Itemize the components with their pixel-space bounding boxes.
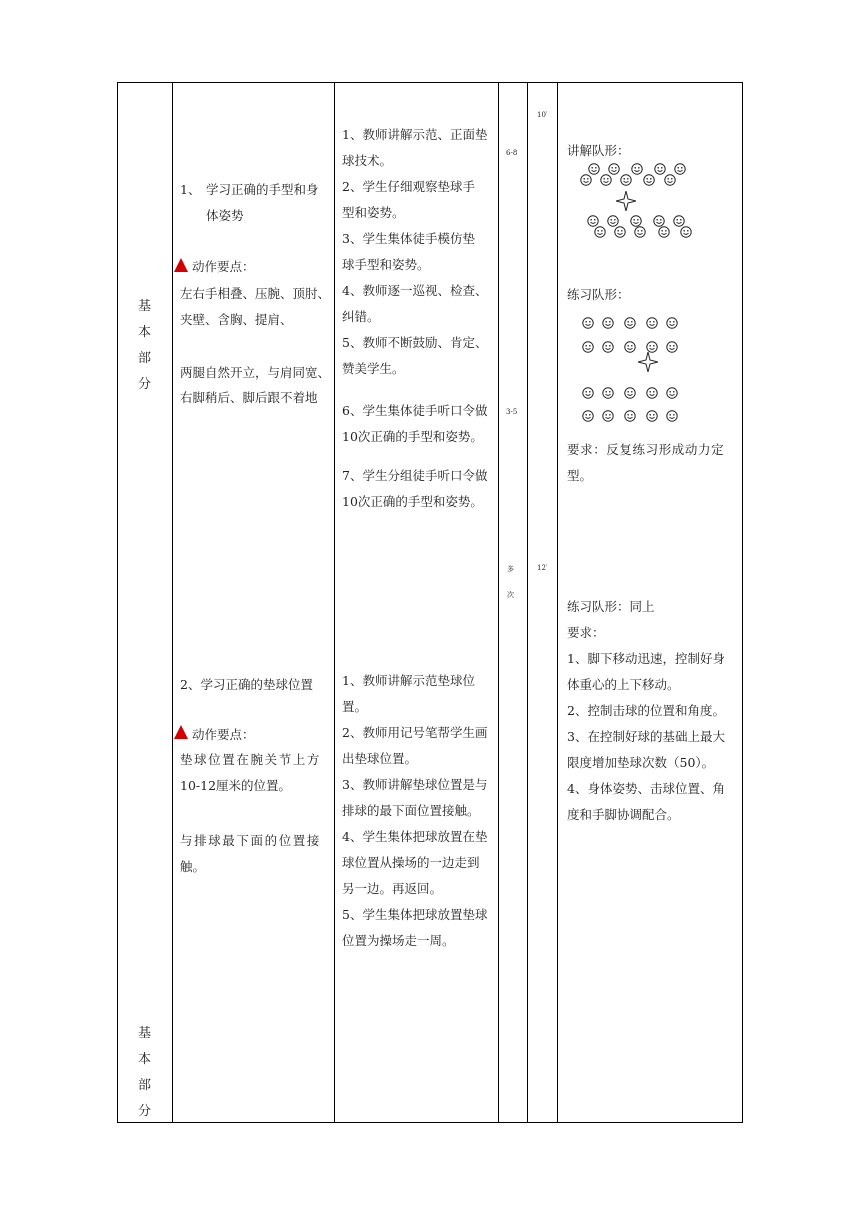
smiley-face-icon (666, 338, 678, 350)
time-value: 10′ (537, 111, 548, 119)
reps-value: 多 (507, 565, 514, 573)
smiley-face-icon (666, 407, 678, 419)
smiley-face-icon (620, 171, 632, 183)
table-border-right (742, 82, 743, 1123)
column-divider-5 (557, 82, 558, 1123)
method-line: 2、学生仔细观察垫球手 (342, 179, 475, 194)
item1-key-line: 左右手相叠、压腕、顶肘、 (180, 286, 331, 301)
requirement-line: 度和手脚协调配合。 (567, 807, 680, 822)
item1-legs-line: 两腿自然开立，与肩同宽、 (180, 365, 331, 380)
item1-key-line: 夹壁、含胸、提肩、 (180, 312, 293, 327)
method-line: 出垫球位置。 (342, 751, 418, 766)
smiley-face-icon (624, 384, 636, 396)
practice-formation-label: 练习队形： (567, 287, 630, 302)
table-border-left (117, 82, 118, 1123)
smiley-face-icon (582, 407, 594, 419)
method-line: 6、学生集体徒手听口令做 (342, 403, 488, 418)
method-line: 球技术。 (342, 153, 393, 168)
smiley-face-icon (594, 223, 606, 235)
requirement-line: 体重心的上下移动。 (567, 677, 680, 692)
smiley-face-icon (624, 338, 636, 350)
smiley-face-icon (582, 338, 594, 350)
method-line: 1、教师讲解示范垫球位 (342, 673, 475, 688)
practice-formation-diagram (560, 300, 740, 430)
explain-formation-diagram (560, 150, 740, 250)
method-line: 10次正确的手型和姿势。 (342, 429, 483, 444)
reps-value: 次 (507, 591, 514, 599)
method-line: 位置为操场走一周。 (342, 933, 455, 948)
smiley-face-icon (646, 384, 658, 396)
requirement-line: 限度增加垫球次数（50）。 (567, 755, 715, 770)
method-line: 球位置从操场的一边走到 (342, 855, 480, 870)
method-line: 型和姿势。 (342, 205, 405, 220)
time-value: 12′ (537, 564, 548, 572)
reps-value: 6-8 (506, 149, 518, 157)
smiley-face-icon (664, 171, 676, 183)
four-point-star-icon (638, 352, 656, 370)
smiley-face-icon (658, 223, 670, 235)
smiley-face-icon (624, 314, 636, 326)
smiley-face-icon (624, 407, 636, 419)
smiley-face-icon (614, 223, 626, 235)
requirement-line: 3、在控制好球的基础上最大 (567, 729, 725, 744)
section-label-char: 基 (138, 299, 152, 314)
column-divider-2 (334, 82, 335, 1123)
requirement-line: 2、控制击球的位置和角度。 (567, 703, 725, 718)
column-divider-1 (172, 82, 173, 1123)
section-label-char: 分 (138, 1104, 152, 1119)
item2-key-line: 10-12厘米的位置。 (180, 778, 292, 793)
method-line: 3、学生集体徒手模仿垫 (342, 231, 475, 246)
section-label-char: 部 (138, 351, 152, 366)
item2-title: 2、学习正确的垫球位置 (180, 677, 313, 692)
item1-title-number: 1、 (180, 182, 201, 197)
smiley-face-icon (643, 171, 655, 183)
smiley-face-icon (582, 384, 594, 396)
smiley-face-icon (600, 171, 612, 183)
item2-key-line: 垫球位置在腕关节上方 (180, 752, 322, 767)
section-label-char: 分 (138, 377, 152, 392)
item1-key-label: 动作要点： (192, 259, 255, 274)
smiley-face-icon (602, 384, 614, 396)
reps-value: 3-5 (506, 408, 518, 416)
smiley-face-icon (680, 223, 692, 235)
method-line: 3、教师讲解垫球位置是与 (342, 777, 488, 792)
method-line: 另一边。再返回。 (342, 881, 443, 896)
smiley-face-icon (602, 314, 614, 326)
smiley-face-icon (631, 160, 643, 172)
method-line: 置。 (342, 699, 368, 714)
item1-title-line1: 学习正确的手型和身 (206, 182, 319, 197)
smiley-face-icon (580, 171, 592, 183)
red-triangle-icon (174, 258, 188, 272)
smiley-face-icon (634, 223, 646, 235)
method-line: 7、学生分组徒手听口令做 (342, 468, 488, 483)
smiley-face-icon (602, 407, 614, 419)
requirement-line: 要求：反复练习形成动力定 (567, 442, 725, 457)
requirement-line: 4、身体姿势、击球位置、角 (567, 781, 725, 796)
item1-legs-line: 右脚稍后、脚后跟不着地 (180, 390, 318, 405)
smiley-face-icon (646, 338, 658, 350)
method-line: 5、教师不断鼓励、肯定、 (342, 335, 488, 350)
method-line: 球手型和姿势。 (342, 257, 430, 272)
requirement-line: 型。 (567, 468, 593, 483)
item2-key-label: 动作要点： (192, 727, 255, 742)
method-line: 2、教师用记号笔帮学生画 (342, 725, 488, 740)
method-line: 纠错。 (342, 309, 380, 324)
method-line: 4、教师逐一巡视、检查、 (342, 283, 488, 298)
method-line: 1、教师讲解示范、正面垫 (342, 127, 488, 142)
method-line: 排球的最下面位置接触。 (342, 803, 480, 818)
requirement2-title: 要求： (567, 625, 605, 640)
method-line: 4、学生集体把球放置在垫 (342, 829, 488, 844)
section-label-char: 部 (138, 1078, 152, 1093)
smiley-face-icon (646, 407, 658, 419)
table-border-top (117, 82, 743, 83)
item1-title-line2: 体姿势 (206, 208, 244, 223)
method-line: 10次正确的手型和姿势。 (342, 494, 483, 509)
section-label-char: 本 (138, 325, 152, 340)
table-border-bottom (117, 1122, 743, 1123)
smiley-face-icon (602, 338, 614, 350)
section-label-char: 本 (138, 1052, 152, 1067)
smiley-face-icon (666, 384, 678, 396)
practice2-label: 练习队形：同上 (567, 599, 655, 614)
column-divider-4 (527, 82, 528, 1123)
smiley-face-icon (582, 314, 594, 326)
method-line: 赞美学生。 (342, 361, 405, 376)
smiley-face-icon (646, 314, 658, 326)
four-point-star-icon (616, 191, 634, 209)
red-triangle-icon (174, 725, 188, 739)
item2-contact-line: 触。 (180, 859, 206, 874)
requirement-line: 1、脚下移动迅速，控制好身 (567, 651, 725, 666)
column-divider-3 (498, 82, 499, 1123)
method-line: 5、学生集体把球放置垫球 (342, 907, 488, 922)
explain-formation-label: 讲解队形： (567, 143, 630, 158)
item2-contact-line: 与排球最下面的位置接 (180, 833, 322, 848)
section-label-char: 基 (138, 1026, 152, 1041)
smiley-face-icon (666, 314, 678, 326)
